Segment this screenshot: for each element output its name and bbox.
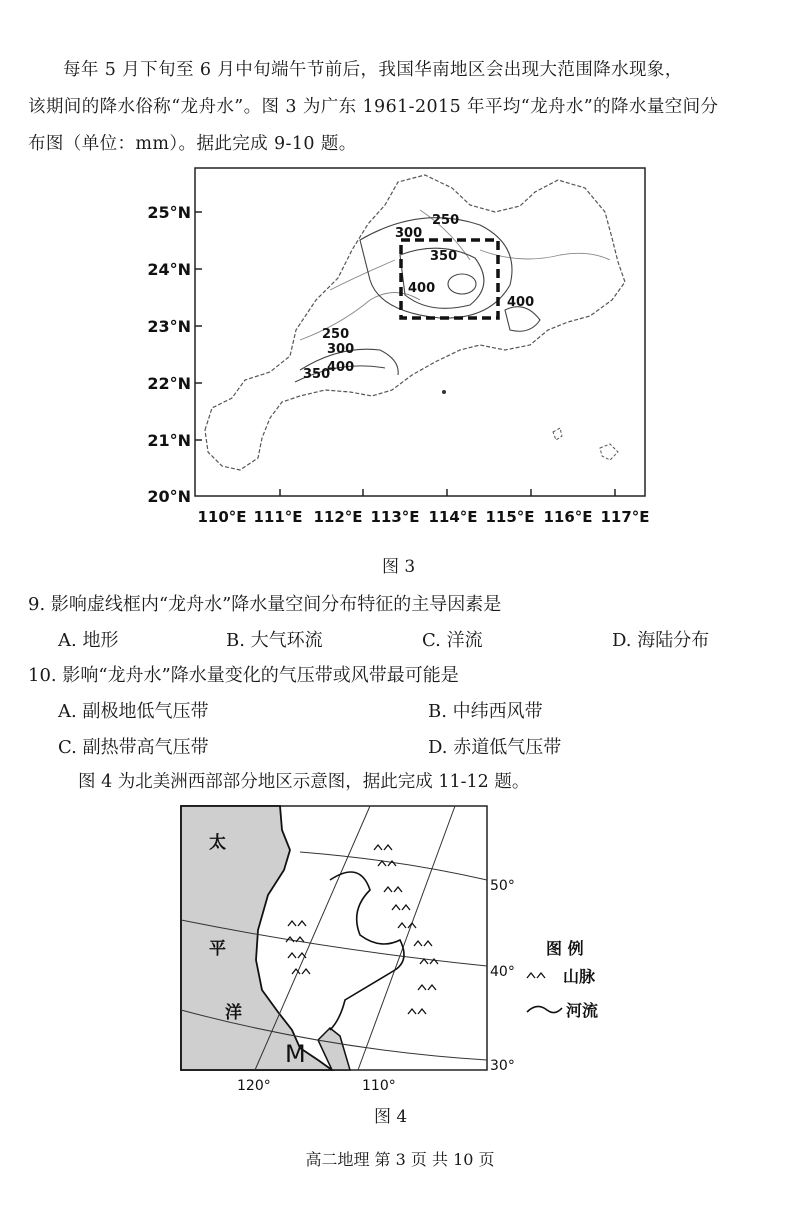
lon-label: 115°E — [485, 508, 535, 526]
lon-label: 110°E — [197, 508, 247, 526]
lon-label: 112°E — [313, 508, 363, 526]
contour-label: 400 — [327, 360, 355, 375]
lat-label: 25°N — [147, 203, 191, 222]
contour-label: 400 — [507, 295, 535, 310]
legend-mountain-icon — [527, 973, 545, 978]
intro-11-12: 图 4 为北美洲西部部分地区示意图，据此完成 11-12 题。 — [78, 772, 530, 792]
q10-option-c: C. 副热带高气压带 — [58, 737, 209, 758]
q10-option-d: D. 赤道低气压带 — [428, 737, 562, 758]
q9-option-b: B. 大气环流 — [226, 630, 323, 651]
ocean-char-tai: 太 — [209, 833, 226, 853]
figure-3-caption: 图 3 — [382, 557, 416, 577]
q10-option-b: B. 中纬西风带 — [428, 701, 543, 722]
q9-option-d: D. 海陆分布 — [612, 630, 710, 651]
page-footer: 高二地理 第 3 页 共 10 页 — [305, 1150, 495, 1169]
legend-mountain: 山脉 — [563, 967, 596, 986]
fig4-lat-label: 30° — [490, 1058, 515, 1074]
intro-line-3: 布图（单位：mm）。据此完成 9-10 题。 — [28, 134, 357, 154]
intro-line-2: 该期间的降水俗称“龙舟水”。图 3 为广东 1961-2015 年平均“龙舟水”的降水量空间分 — [28, 97, 719, 117]
contour-label: 250 — [432, 213, 460, 228]
lat-label: 21°N — [147, 431, 191, 450]
legend-river: 河流 — [566, 1001, 599, 1020]
q9-option-c: C. 洋流 — [422, 630, 483, 651]
contour-label: 350 — [430, 249, 458, 264]
lat-label: 24°N — [147, 260, 191, 279]
marker-m: M — [285, 1040, 306, 1068]
lat-label: 20°N — [147, 487, 191, 506]
figure-3-map — [130, 160, 670, 540]
lon-label: 116°E — [543, 508, 593, 526]
contour-label: 250 — [322, 327, 350, 342]
figure-4-caption: 图 4 — [374, 1107, 408, 1127]
intro-line-1: 每年 5 月下旬至 6 月中旬端午节前后，我国华南地区会出现大范围降水现象， — [63, 60, 683, 80]
intro-9-10 — [28, 52, 776, 163]
lat-label: 23°N — [147, 317, 191, 336]
contour-label: 350 — [303, 367, 331, 382]
contour-label: 300 — [327, 342, 355, 357]
fig4-lat-label: 40° — [490, 964, 515, 980]
lon-label: 113°E — [370, 508, 420, 526]
lon-label: 117°E — [600, 508, 650, 526]
legend-title: 图 例 — [546, 939, 584, 958]
figure-4-map — [170, 800, 630, 1100]
legend-river-icon — [527, 1006, 562, 1012]
lon-label: 114°E — [428, 508, 478, 526]
lat-label: 22°N — [147, 374, 191, 393]
fig4-lon-label: 110° — [362, 1078, 396, 1094]
ocean-char-ping: 平 — [209, 939, 226, 959]
q9-option-a: A. 地形 — [58, 630, 119, 651]
fig4-lat-label: 50° — [490, 878, 515, 894]
question-9-stem: 9. 影响虚线框内“龙舟水”降水量空间分布特征的主导因素是 — [28, 594, 502, 615]
q10-option-a: A. 副极地低气压带 — [58, 701, 209, 722]
contour-label: 300 — [395, 226, 423, 241]
question-10-stem: 10. 影响“龙舟水”降水量变化的气压带或风带最可能是 — [28, 665, 459, 686]
lon-label: 111°E — [253, 508, 303, 526]
contour-label: 400 — [408, 281, 436, 296]
fig4-lon-label: 120° — [237, 1078, 271, 1094]
ocean-char-yang: 洋 — [225, 1003, 242, 1023]
